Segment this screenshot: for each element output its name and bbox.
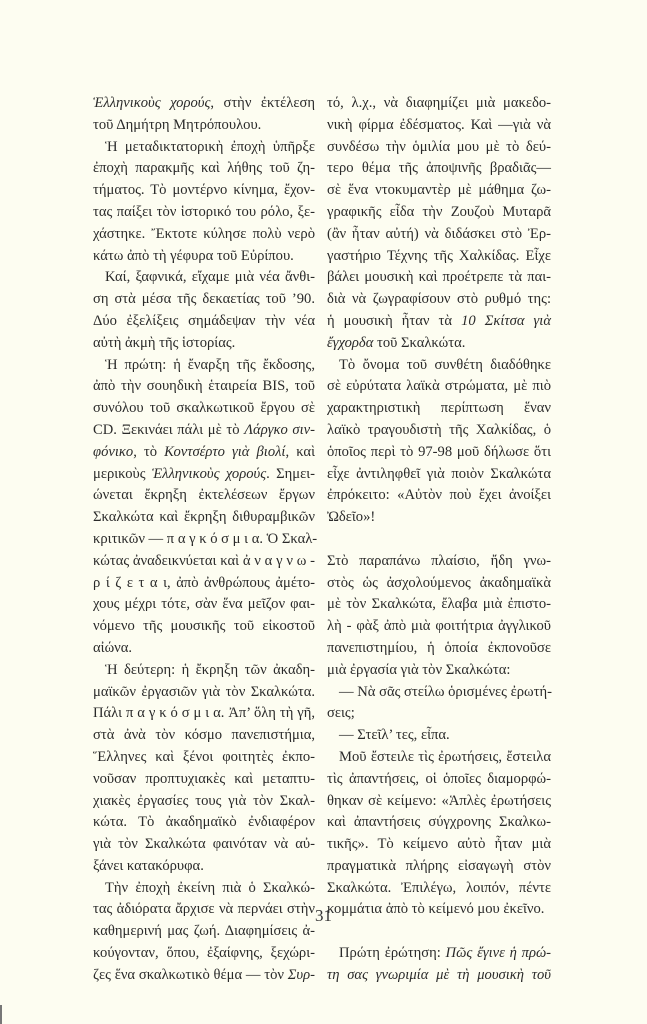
text-line: νικὴ φίρμα ἐδέσματος. Καὶ —γιὰ νὰ: [327, 116, 551, 133]
text-line: τό, λ.χ., νὰ διαφημίζει μιὰ μακεδο-: [327, 95, 551, 111]
text-line: μερικοὺς Ἑλληνικοὺς χορούς. Σημει-: [93, 465, 315, 482]
text-line: Καί, ξαφνικά, εἴχαμε μιὰ νέα ἄνθι-: [105, 269, 315, 286]
text-line: χιακὲς ἐργασίες τους γιὰ τὸν Σκαλ-: [93, 792, 315, 809]
text-line: λὴ - φὰξ ἀπὸ μιὰ φοιτήτρια ἀγγλικοῦ: [327, 618, 551, 635]
text-line: Σκαλκώτα. Ἐπιλέγω, λοιπόν, πέντε: [327, 879, 551, 896]
text-line: αὐτὴ ἀκμὴ τῆς ἱστορίας.: [93, 334, 236, 351]
text-line: ἐπρόκειτο: «Αὐτὸν ποὺ ἔχει ἀνοίξει: [327, 487, 551, 504]
text-line: στὸς ὡς ἀσχολούμενος ἀκαδημαϊκὰ: [327, 574, 551, 591]
text-line: γραφικῆς εἶδα τὴν Ζουζοὺ Μυταρᾶ: [327, 203, 551, 220]
text-line: ρ ί ζ ε τ α ι, ἀπὸ ἀνθρώπους ἀμέτο-: [93, 574, 315, 591]
text-line: κούγονταν, ὅπου, ἐξαίφνης, ξεχώρι-: [93, 945, 315, 962]
text-line: κώτα. Τὸ ἀκαδημαϊκὸ ἐνδιαφέρον: [93, 814, 315, 831]
text-line: βάλει μουσικὴ καὶ προέτρεπε τὰ παι-: [327, 269, 551, 286]
text-line: αἰώνα.: [93, 639, 133, 656]
text-line: ώνεται ἔκρηξη ἐκτελέσεων ἔργων: [93, 487, 315, 504]
text-line: εἶχε ἀντιληφθεῖ γιὰ ποιὸν Σκαλκώτα: [327, 465, 551, 482]
text-line: μιὰ ἐργασία γιὰ τὸν Σκαλκώτα:: [327, 661, 511, 678]
text-line: μαϊκῶν ἐργασιῶν γιὰ τὸν Σκαλκώτα.: [93, 683, 315, 700]
text-line: τὶς ἀπαντήσεις, οἱ ὁποῖες διαμορφώ-: [327, 770, 551, 787]
page-number: 31: [315, 906, 332, 925]
text-line: πραγματικὰ πλήρης εἰσαγωγὴ στὸν: [327, 857, 551, 874]
text-line: συνόλου τοῦ σκαλκωτικοῦ ἔργου σὲ: [93, 400, 315, 417]
text-line: σὲ ἕνα ντοκυμαντὲρ μὲ μάθημα ζω-: [327, 182, 551, 199]
text-line: ση στὰ μέσα τῆς δεκαετίας τοῦ ’90.: [93, 291, 315, 308]
text-line: ἔγχορδα τοῦ Σκαλκώτα.: [327, 334, 466, 351]
text-line: Τὴν ἐποχὴ ἐκείνη πιὰ ὁ Σκαλκώ-: [105, 879, 315, 896]
text-line: σὲ εὐρύτατα λαϊκὰ στρώματα, μὲ πιὸ: [327, 378, 551, 395]
text-line: τικῆς». Τὸ κείμενο αὐτὸ ἦταν μιὰ: [327, 836, 551, 853]
text-line: Ὠδεῖο»!: [327, 509, 376, 526]
text-line: νόμενο τῆς μουσικῆς τοῦ εἰκοστοῦ: [93, 618, 315, 635]
text-line: Ἕλληνες καὶ ξένοι φοιτητὲς ἐκπο-: [93, 748, 315, 765]
left-text-column: [93, 93, 318, 987]
text-line: καθημερινή μας ζωή. Διαφημίσεις ἀ-: [93, 923, 315, 940]
text-line: τήματος. Τὸ μοντέρνο κίνημα, ἔχον-: [93, 182, 315, 199]
text-line: ξάνει κατακόρυφα.: [93, 857, 204, 874]
text-line: χους μέχρι τότε, σὰν ἕνα μεῖζον φαι-: [93, 596, 315, 613]
text-line: πανεπιστημίου, ἡ ὁποία ἐκπονοῦσε: [327, 639, 551, 656]
text-line: Δύο ἐξελίξεις σημάδεψαν τὴν νέα: [93, 312, 315, 329]
text-line: στὰ ἀνὰ τὸν κόσμο πανεπιστήμια,: [93, 727, 315, 744]
text-line: κομμάτια ἀπὸ τὸ κείμενό μου ἐκεῖνο.: [327, 901, 545, 918]
text-line: Στὸ παραπάνω πλαίσιο, ἤδη γνω-: [327, 552, 551, 569]
text-line: κριτικῶν — π α γ κ ό σ μ ι α. Ὁ Σκαλ-: [93, 530, 318, 547]
text-line: Ἑλληνικοὺς χορούς, στὴν ἐκτέλεση: [93, 95, 315, 111]
text-line: Ἡ δεύτερη: ἡ ἔκρηξη τῶν ἀκαδη-: [105, 661, 315, 678]
text-line: Μοῦ ἔστειλε τὶς ἐρωτήσεις, ἔστειλα: [339, 748, 551, 765]
text-line: ἡ μουσικὴ ἦταν τὰ 10 Σκίτσα γιὰ: [327, 312, 552, 329]
right-text-column: [327, 93, 551, 987]
text-line: — Νὰ σᾶς στείλω ὁρισμένες ἐρωτή-: [339, 683, 552, 700]
scan-edge-mark: [0, 1005, 2, 1024]
text-line: Ἡ πρώτη: ἡ ἔναρξη τῆς ἔκδοσης,: [105, 356, 315, 373]
text-line: χαρακτηριστικὴ περίπτωση ἕναν: [327, 400, 551, 417]
text-line: Πάλι π α γ κ ό σ μ ι α. Ἀπ’ ὅλη τὴ γῆ,: [93, 705, 315, 722]
text-line: Πρώτη ἐρώτηση: Πῶς ἔγινε ἡ πρώ-: [339, 945, 551, 962]
text-line: τη σας γνωριμία μὲ τὴ μουσικὴ τοῦ: [327, 966, 551, 983]
text-line: ἀπὸ τὴν σουηδικὴ ἑταιρεία BIS, τοῦ: [93, 378, 315, 395]
text-line: τερο θέμα τῆς ἀποψινῆς βραδιᾶς—: [327, 160, 551, 177]
text-line: Ἡ μεταδικτατορικὴ ἐποχὴ ὑπῆρξε: [105, 138, 315, 155]
text-line: σεις;: [327, 705, 355, 722]
text-line: θηκαν σὲ κείμενο: «Ἁπλὲς ἐρωτήσεις: [327, 792, 551, 809]
text-line: (ἂν ἦταν αὐτή) νὰ διδάσκει στὸ Ἐρ-: [327, 225, 551, 242]
text-line: συνδέσω τὴν ὁμιλία μου μὲ τὸ δεύ-: [327, 138, 551, 155]
text-line: — Στεῖλ’ τες, εἶπα.: [339, 727, 450, 744]
text-line: διὰ νὰ ζωγραφίσουν στὸ ρυθμό της:: [327, 291, 551, 308]
text-line: Σκαλκώτα καὶ ἔκρηξη διθυραμβικῶν: [93, 509, 315, 526]
text-line: ὁποῖος περὶ τὸ 97-98 μοῦ δήλωσε ὅτι: [327, 443, 551, 460]
text-line: γαστήριο Τέχνης τῆς Χαλκίδας. Εἶχε: [327, 247, 551, 264]
text-line: νοῦσαν προπτυχιακὲς καὶ μεταπτυ-: [93, 770, 315, 787]
text-line: τας ἀδιόρατα ἄρχισε νὰ περνάει στὴν: [93, 901, 315, 918]
text-line: καὶ ἀπαντήσεις σύγχρονης Σκαλκω-: [327, 814, 551, 831]
text-line: ζες ἕνα σκαλκωτικὸ θέμα — τὸν Συρ-: [93, 966, 315, 983]
text-line: κάτω ἀπὸ τὴ γέφυρα τοῦ Εὐρίπου.: [93, 247, 294, 264]
text-line: χάστηκε. Ἔκτοτε κύλησε πολὺ νερὸ: [93, 225, 315, 242]
text-line: τοῦ Δημήτρη Μητρόπουλου.: [93, 116, 262, 133]
text-line: CD. Ξεκινάει πάλι μὲ τὸ Λάργκο σιν-: [93, 421, 315, 438]
text-line: κώτας ἀναδεικνύεται καὶ ἀ ν α γ ν ω -: [93, 552, 315, 569]
text-line: λαϊκὸ τραγουδιστὴ τῆς Χαλκίδας, ὁ: [327, 421, 551, 438]
italic-title: Ἑλληνικοὺς χορούς: [93, 95, 211, 111]
text-line: φόνικο, τὸ Κοντσέρτο γιὰ βιολί, καὶ: [93, 443, 315, 460]
text-line: τας παίξει τὸν ἱστορικό του ρόλο, ξε-: [93, 203, 315, 220]
text-line: Τὸ ὄνομα τοῦ συνθέτη διαδόθηκε: [339, 356, 551, 373]
text-line: ἐποχὴ παρακμῆς καὶ λήθης τοῦ ζη-: [93, 160, 315, 177]
text-line: μὲ τὸν Σκαλκώτα, ἔλαβα μιὰ ἐπιστο-: [327, 596, 551, 613]
text-line: γιὰ τὸν Σκαλκώτα φαινόταν νὰ αὐ-: [93, 836, 315, 853]
